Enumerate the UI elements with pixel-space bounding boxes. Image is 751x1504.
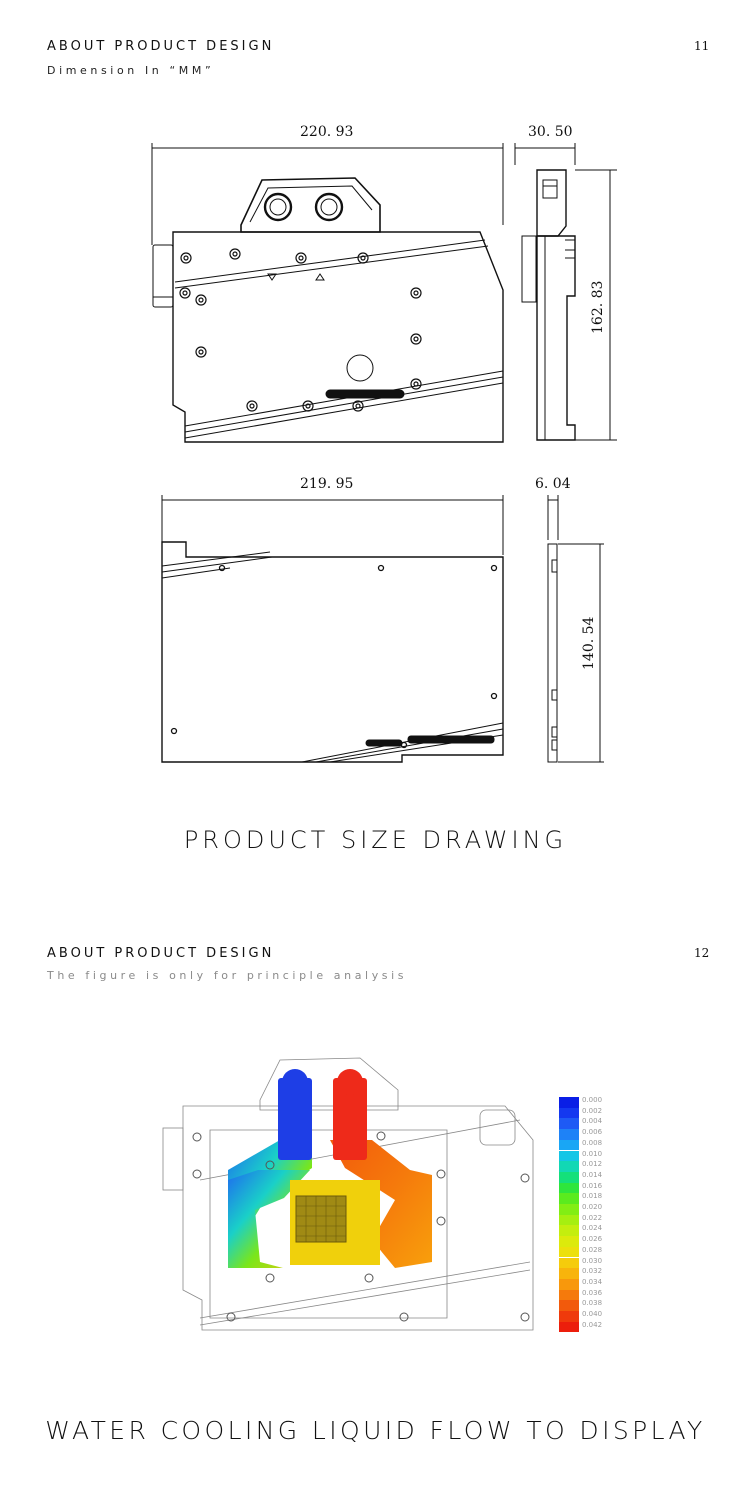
- dim-top-depth: 30. 50: [528, 124, 573, 140]
- legend-label: 0.024: [582, 1224, 603, 1233]
- legend-label: 0.000: [582, 1096, 603, 1104]
- dim-top-height: 162. 83: [590, 280, 606, 334]
- legend-swatch: [559, 1268, 579, 1279]
- dim-top-width: 220. 93: [300, 124, 354, 140]
- legend-row: [559, 1268, 639, 1275]
- legend-row: [559, 1172, 639, 1179]
- legend-swatch: [559, 1311, 579, 1322]
- legend-label: 0.010: [582, 1149, 603, 1158]
- page-number: 11: [694, 39, 710, 53]
- product-size-drawing: [0, 110, 751, 790]
- legend-row: [559, 1322, 639, 1329]
- legend-label: 0.028: [582, 1245, 603, 1254]
- legend-row: [559, 1151, 639, 1158]
- legend-row: [559, 1258, 639, 1265]
- legend-swatch: [559, 1258, 579, 1269]
- section-subtitle-2: The figure is only for principle analysis: [47, 969, 408, 982]
- section-title-2: ABOUT PRODUCT DESIGN: [47, 946, 275, 961]
- legend-row: [559, 1108, 639, 1115]
- legend-label: 0.040: [582, 1310, 603, 1318]
- legend-row: [559, 1215, 639, 1222]
- legend-label: 0.006: [582, 1128, 603, 1137]
- page-caption: PRODUCT SIZE DRAWING: [183, 826, 568, 854]
- legend-label: 0.036: [582, 1288, 603, 1297]
- legend-swatch: [559, 1193, 579, 1204]
- legend-swatch: [559, 1183, 579, 1194]
- legend-label: 0.038: [582, 1299, 603, 1308]
- dim-back-width: 219. 95: [300, 476, 354, 492]
- legend-label: 0.018: [582, 1192, 603, 1201]
- legend-row: [559, 1279, 639, 1286]
- legend-swatch: [559, 1140, 579, 1151]
- flow-simulation-diagram: [150, 1045, 550, 1345]
- legend-swatch: [559, 1279, 579, 1290]
- legend-label: 0.002: [582, 1106, 603, 1115]
- legend-row: [559, 1300, 639, 1307]
- legend-swatch: [559, 1097, 579, 1108]
- legend-row: [559, 1204, 639, 1211]
- legend-label: 0.034: [582, 1277, 603, 1286]
- legend-label: 0.020: [582, 1203, 603, 1211]
- legend-row: [559, 1290, 639, 1297]
- legend-label: 0.012: [582, 1160, 603, 1169]
- legend-label: 0.030: [582, 1256, 603, 1265]
- legend-row: [559, 1183, 639, 1190]
- flow-legend: [559, 1096, 649, 1329]
- page-number-2: 12: [694, 946, 710, 960]
- legend-row: [559, 1097, 639, 1104]
- dim-back-depth: 6. 04: [535, 476, 571, 492]
- section-subtitle: Dimension In “MM”: [47, 64, 215, 77]
- page-caption-2: WATER COOLING LIQUID FLOW TO DISPLAY: [45, 1416, 706, 1445]
- legend-label: 0.042: [582, 1320, 603, 1329]
- legend-swatch: [559, 1215, 579, 1226]
- legend-row: [559, 1236, 639, 1243]
- legend-label: 0.008: [582, 1138, 603, 1147]
- legend-swatch: [559, 1129, 579, 1140]
- section-title: ABOUT PRODUCT DESIGN: [47, 39, 275, 54]
- legend-label: 0.004: [582, 1117, 603, 1126]
- legend-row: [559, 1161, 639, 1168]
- legend-row: [559, 1129, 639, 1136]
- legend-swatch: [559, 1225, 579, 1236]
- legend-swatch: [559, 1118, 579, 1129]
- legend-swatch: [559, 1151, 579, 1162]
- legend-row: [559, 1247, 639, 1254]
- legend-swatch: [559, 1161, 579, 1172]
- legend-swatch: [559, 1204, 579, 1215]
- legend-label: 0.016: [582, 1181, 603, 1190]
- legend-row: [559, 1225, 639, 1232]
- legend-swatch: [559, 1300, 579, 1311]
- legend-label: 0.022: [582, 1213, 603, 1222]
- legend-swatch: [559, 1322, 579, 1333]
- legend-swatch: [559, 1108, 579, 1119]
- legend-swatch: [559, 1172, 579, 1183]
- legend-row: [559, 1140, 639, 1147]
- legend-label: 0.026: [582, 1235, 603, 1244]
- legend-row: [559, 1193, 639, 1200]
- legend-label: 0.014: [582, 1170, 603, 1179]
- legend-swatch: [559, 1236, 579, 1247]
- legend-row: [559, 1311, 639, 1318]
- dim-back-height: 140. 54: [581, 616, 597, 670]
- legend-swatch: [559, 1247, 579, 1258]
- legend-swatch: [559, 1290, 579, 1301]
- legend-row: [559, 1118, 639, 1125]
- legend-label: 0.032: [582, 1267, 603, 1276]
